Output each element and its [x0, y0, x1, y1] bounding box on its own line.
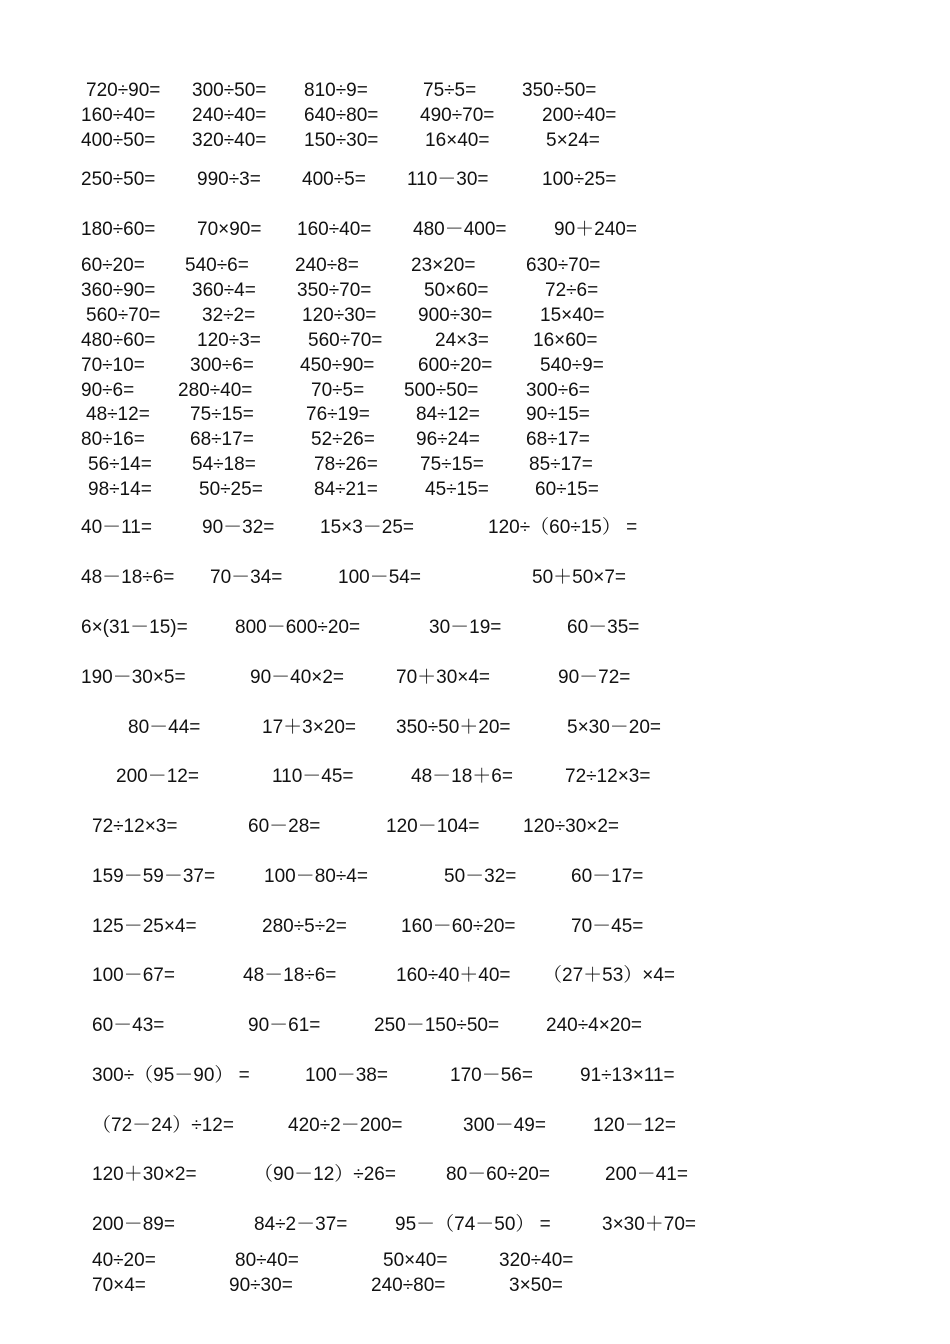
math-problem: 90－61=: [248, 1015, 321, 1036]
math-problem: 120÷30×2=: [523, 816, 620, 837]
math-problem: 160－60÷20=: [401, 916, 516, 937]
math-problem: 17＋3×20=: [262, 717, 357, 738]
problem-row: [0, 453, 950, 477]
math-problem: 110－30=: [407, 169, 489, 190]
problem-row: [0, 815, 950, 839]
math-problem: 48－18＋6=: [411, 766, 513, 787]
math-problem: 360÷90=: [81, 280, 156, 301]
math-problem: 80－60÷20=: [446, 1164, 550, 1185]
math-problem: 200－41=: [605, 1164, 688, 1185]
math-problem: 50＋50×7=: [532, 567, 627, 588]
math-problem: 480÷60=: [81, 330, 156, 351]
problem-row: [0, 1064, 950, 1088]
math-problem: 48÷12=: [86, 404, 150, 425]
math-problem: 60－17=: [571, 866, 644, 887]
math-problem: 24×3=: [435, 330, 489, 351]
math-problem: 84÷12=: [416, 404, 480, 425]
math-problem: 60－43=: [92, 1015, 165, 1036]
math-problem: 70－45=: [571, 916, 644, 937]
math-problem: 500÷50=: [404, 380, 479, 401]
problem-row: [0, 104, 950, 128]
problem-row: [0, 168, 950, 192]
problem-row: [0, 79, 950, 103]
math-problem: 50×40=: [383, 1250, 448, 1271]
math-problem: 40－11=: [81, 517, 152, 538]
math-problem: 250－150÷50=: [374, 1015, 500, 1036]
problem-row: [0, 516, 950, 540]
math-problem: 480－400=: [413, 219, 507, 240]
math-problem: 810÷9=: [304, 80, 368, 101]
math-problem: 56÷14=: [88, 454, 152, 475]
problem-row: [0, 566, 950, 590]
math-problem: 90－72=: [558, 667, 631, 688]
math-problem: 54÷18=: [192, 454, 256, 475]
math-problem: 60÷20=: [81, 255, 145, 276]
problem-row: [0, 129, 950, 153]
problem-row: [0, 279, 950, 303]
math-problem: 120÷（60÷15） =: [488, 517, 638, 538]
math-problem: 170－56=: [450, 1065, 533, 1086]
math-problem: 125－25×4=: [92, 916, 197, 937]
math-problem: 360÷4=: [192, 280, 256, 301]
problem-row: [0, 716, 950, 740]
math-problem: 91÷13×11=: [580, 1065, 675, 1086]
math-problem: 200÷40=: [542, 105, 617, 126]
math-problem: 90÷30=: [229, 1275, 293, 1296]
math-problem: 70－34=: [210, 567, 283, 588]
math-problem: 70×90=: [197, 219, 262, 240]
math-problem: 900÷30=: [418, 305, 493, 326]
math-problem: 90－32=: [202, 517, 275, 538]
problem-row: [0, 218, 950, 242]
math-problem: 110－45=: [272, 766, 354, 787]
math-problem: 350÷50=: [522, 80, 597, 101]
math-problem: 240÷80=: [371, 1275, 446, 1296]
math-problem: 600÷20=: [418, 355, 493, 376]
math-problem: 100÷25=: [542, 169, 617, 190]
math-problem: 75÷15=: [190, 404, 254, 425]
math-problem: 80÷16=: [81, 429, 145, 450]
math-problem: 200－89=: [92, 1214, 175, 1235]
math-problem: 160÷40＋40=: [396, 965, 511, 986]
math-problem: 3×30＋70=: [602, 1214, 697, 1235]
math-problem: 100－38=: [305, 1065, 388, 1086]
problem-row: [0, 1249, 950, 1273]
problem-row: [0, 403, 950, 427]
math-problem: 180÷60=: [81, 219, 156, 240]
math-problem: 120÷3=: [197, 330, 261, 351]
problem-row: [0, 1213, 950, 1237]
math-problem: 560÷70=: [86, 305, 161, 326]
math-problem: 120＋30×2=: [92, 1164, 197, 1185]
math-problem: 100－67=: [92, 965, 175, 986]
math-problem: 84÷21=: [314, 479, 378, 500]
math-problem: 70÷5=: [311, 380, 365, 401]
math-problem: 560÷70=: [308, 330, 383, 351]
math-problem: 350÷70=: [297, 280, 372, 301]
problem-row: [0, 1163, 950, 1187]
math-problem: （90－12）÷26=: [254, 1164, 396, 1185]
math-problem: 400÷50=: [81, 130, 156, 151]
math-problem: 90÷6=: [81, 380, 135, 401]
math-problem: 48－18÷6=: [243, 965, 337, 986]
math-problem: 70÷10=: [81, 355, 145, 376]
math-problem: 72÷12×3=: [565, 766, 651, 787]
problem-row: [0, 1274, 950, 1298]
math-problem: 190－30×5=: [81, 667, 186, 688]
problem-row: [0, 354, 950, 378]
math-problem: 98÷14=: [88, 479, 152, 500]
math-problem: 90÷15=: [526, 404, 590, 425]
math-problem: 75÷5=: [423, 80, 477, 101]
math-problem: （27＋53）×4=: [543, 965, 676, 986]
math-problem: 48－18÷6=: [81, 567, 175, 588]
math-problem: 5×30－20=: [567, 717, 662, 738]
math-problem: 78÷26=: [314, 454, 378, 475]
math-problem: 300÷6=: [526, 380, 590, 401]
math-problem: 250÷50=: [81, 169, 156, 190]
math-problem: 200－12=: [116, 766, 199, 787]
math-problem: 80－44=: [128, 717, 201, 738]
math-problem: 72÷12×3=: [92, 816, 178, 837]
math-problem: 240÷4×20=: [546, 1015, 643, 1036]
problem-row: [0, 379, 950, 403]
math-problem: 640÷80=: [304, 105, 379, 126]
math-problem: 75÷15=: [420, 454, 484, 475]
problem-row: [0, 865, 950, 889]
math-problem: 15×40=: [540, 305, 605, 326]
problem-row: [0, 666, 950, 690]
math-problem: 68÷17=: [190, 429, 254, 450]
math-problem: 30－19=: [429, 617, 502, 638]
math-problem: 280÷40=: [178, 380, 253, 401]
math-problem: 45÷15=: [425, 479, 489, 500]
math-problem: 159－59－37=: [92, 866, 216, 887]
math-problem: 160÷40=: [81, 105, 156, 126]
math-problem: 60÷15=: [535, 479, 599, 500]
math-problem: 70＋30×4=: [396, 667, 491, 688]
math-problem: （72－24）÷12=: [92, 1115, 234, 1136]
math-problem: 320÷40=: [499, 1250, 574, 1271]
math-problem: 96÷24=: [416, 429, 480, 450]
math-problem: 68÷17=: [526, 429, 590, 450]
math-problem: 72÷6=: [545, 280, 599, 301]
math-problem: 50×60=: [424, 280, 489, 301]
math-problem: 240÷8=: [295, 255, 359, 276]
math-problem: 800－600÷20=: [235, 617, 361, 638]
math-problem: 160÷40=: [297, 219, 372, 240]
math-problem: 540÷9=: [540, 355, 604, 376]
problem-row: [0, 765, 950, 789]
math-problem: 630÷70=: [526, 255, 601, 276]
problem-row: [0, 915, 950, 939]
problem-row: [0, 329, 950, 353]
math-problem: 16×60=: [533, 330, 598, 351]
math-problem: 280÷5÷2=: [262, 916, 347, 937]
math-problem: 540÷6=: [185, 255, 249, 276]
math-problem: 85÷17=: [529, 454, 593, 475]
math-problem: 23×20=: [411, 255, 476, 276]
math-problem: 52÷26=: [311, 429, 375, 450]
math-problem: 120÷30=: [302, 305, 377, 326]
math-problem: 76÷19=: [306, 404, 370, 425]
math-problem: 420÷2－200=: [288, 1115, 403, 1136]
problem-row: [0, 304, 950, 328]
math-problem: 40÷20=: [92, 1250, 156, 1271]
math-problem: 240÷40=: [192, 105, 267, 126]
problem-row: [0, 1114, 950, 1138]
math-problem: 300÷（95－90） =: [92, 1065, 250, 1086]
math-problem: 120－12=: [593, 1115, 676, 1136]
math-problem: 320÷40=: [192, 130, 267, 151]
math-problem: 90－40×2=: [250, 667, 345, 688]
math-problem: 50÷25=: [199, 479, 263, 500]
math-problem: 150÷30=: [304, 130, 379, 151]
math-problem: 300÷6=: [190, 355, 254, 376]
problem-row: [0, 254, 950, 278]
math-problem: 16×40=: [425, 130, 490, 151]
problem-row: [0, 478, 950, 502]
problem-row: [0, 964, 950, 988]
math-problem: 32÷2=: [202, 305, 256, 326]
math-problem: 300÷50=: [192, 80, 267, 101]
math-problem: 15×3－25=: [320, 517, 415, 538]
math-problem: 6×(31－15)=: [81, 617, 188, 638]
math-problem: 350÷50＋20=: [396, 717, 511, 738]
math-problem: 50－32=: [444, 866, 517, 887]
math-problem: 720÷90=: [86, 80, 161, 101]
problem-row: [0, 616, 950, 640]
math-problem: 3×50=: [509, 1275, 563, 1296]
math-problem: 300－49=: [463, 1115, 546, 1136]
math-problem: 990÷3=: [197, 169, 261, 190]
math-problem: 400÷5=: [302, 169, 366, 190]
math-problem: 5×24=: [546, 130, 600, 151]
problem-row: [0, 428, 950, 452]
math-problem: 90＋240=: [554, 219, 637, 240]
math-problem: 120－104=: [386, 816, 480, 837]
math-problem: 95－（74－50） =: [395, 1214, 551, 1235]
math-problem: 490÷70=: [420, 105, 495, 126]
math-problem: 100－80÷4=: [264, 866, 368, 887]
math-problem: 60－28=: [248, 816, 321, 837]
math-problem: 70×4=: [92, 1275, 146, 1296]
math-problem: 60－35=: [567, 617, 640, 638]
problem-row: [0, 1014, 950, 1038]
math-problem: 100－54=: [338, 567, 421, 588]
math-problem: 84÷2－37=: [254, 1214, 348, 1235]
math-problem: 450÷90=: [300, 355, 375, 376]
math-problem: 80÷40=: [235, 1250, 299, 1271]
